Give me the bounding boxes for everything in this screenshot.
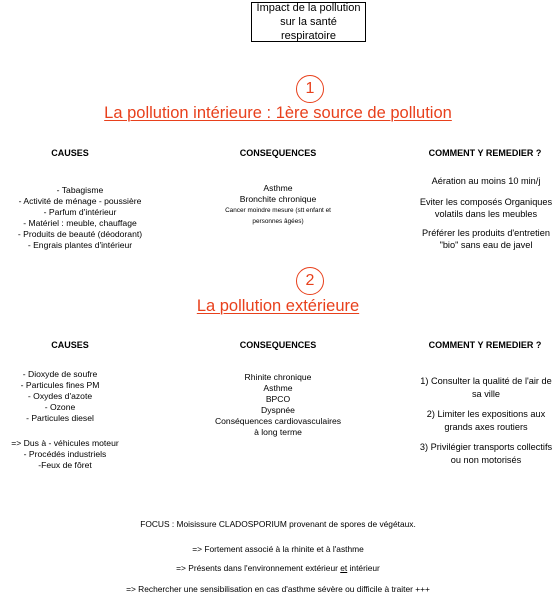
section-1-remedy-list (418, 175, 554, 256)
section-2-causes-heading: CAUSES (51, 340, 89, 350)
remedy-item: 3) Privilégier transports collectifs ou non motorisés (419, 442, 553, 465)
section-2-causes-list (0, 369, 120, 424)
focus-line-3-emphasis: et (340, 563, 348, 573)
remedy-item: Eviter les composés Organiques volatils dans les meubles (419, 196, 553, 219)
consequence-item-small: personnes âgées) (252, 218, 304, 225)
source-item: => Dus à - véhicules moteur (11, 438, 119, 448)
section-1-number-circle (296, 75, 324, 103)
cause-item: - Particules fines PM (20, 380, 100, 390)
section-1-causes-heading: CAUSES (51, 148, 89, 158)
consequence-item-small: Cancer moindre mesure (stt enfant et (225, 207, 331, 214)
cause-item: - Ozone (44, 402, 76, 412)
consequence-item: Bronchite chronique (239, 194, 317, 204)
section-1-remedy-heading: COMMENT Y REMEDIER ? (428, 148, 542, 158)
section-2-remedy-list (418, 375, 554, 470)
focus-line-2: => Fortement associé à la rhinite et à l'asthme (192, 544, 364, 554)
cause-item: - Produits de beauté (déodorant) (17, 229, 143, 239)
focus-line-4: => Rechercher une sensibilisation en cas d'asthme sévère ou difficile à traiter +++ (126, 584, 430, 594)
section-1-title: La pollution intérieure : 1ère source de pollution (104, 104, 452, 122)
consequence-item: à long terme (254, 427, 302, 437)
cause-item: - Activité de ménage - poussière (18, 196, 142, 206)
section-2-consequences-heading: CONSEQUENCES (239, 340, 317, 350)
focus-line-3 (0, 563, 556, 573)
section-1-consequences-heading: CONSEQUENCES (239, 148, 317, 158)
consequence-item: Asthme (263, 383, 293, 393)
section-2-number-circle (296, 267, 324, 295)
title-line-1: Impact de la pollution (256, 2, 361, 14)
consequence-item: Rhinite chronique (244, 372, 312, 382)
section-2-sources-list (0, 438, 130, 471)
remedy-item: Aération au moins 10 min/j (431, 176, 541, 186)
cause-item: - Tabagisme (56, 185, 104, 195)
cause-item: - Dioxyde de soufre (22, 369, 98, 379)
remedy-item: 2) Limiter les expositions aux grands axes routiers (426, 409, 546, 432)
focus-line-1: FOCUS : Moisissure CLADOSPORIUM provenant de spores de végétaux. (140, 519, 416, 529)
section-2-title: La pollution extérieure (196, 297, 360, 315)
section-2-number: 2 (305, 272, 315, 289)
source-item: - Procédés industriels (23, 449, 107, 459)
title-line-2: sur la santé respiratoire (280, 16, 337, 42)
consequence-item: Asthme (263, 183, 293, 193)
section-2-remedy-heading: COMMENT Y REMEDIER ? (428, 340, 542, 350)
cause-item: - Oxydes d'azote (27, 391, 93, 401)
consequence-item: BPCO (265, 394, 291, 404)
source-item: -Feux de fôret (38, 460, 92, 470)
section-1-number: 1 (305, 80, 315, 97)
cause-item: - Engrais plantes d'intérieur (27, 240, 133, 250)
remedy-item: Préférer les produits d'entretien "bio" sans eau de javel (422, 227, 550, 250)
section-1-consequences-list (193, 183, 363, 227)
title-box (251, 2, 366, 42)
section-1-causes-list (0, 185, 160, 251)
focus-line-3-part-c: intérieur (347, 563, 380, 573)
consequence-item: Dyspnée (261, 405, 295, 415)
focus-line-3-part-a: => Présents dans l'environnement extérieur (176, 563, 341, 573)
cause-item: - Particules diesel (26, 413, 94, 423)
remedy-item: 1) Consulter la qualité de l'air de sa ville (420, 376, 552, 399)
consequence-item: Conséquences cardiovasculaires (214, 416, 342, 426)
cause-item: - Parfum d'intérieur (43, 207, 117, 217)
cause-item: - Matériel : meuble, chauffage (23, 218, 137, 228)
section-2-consequences-list (193, 372, 363, 438)
